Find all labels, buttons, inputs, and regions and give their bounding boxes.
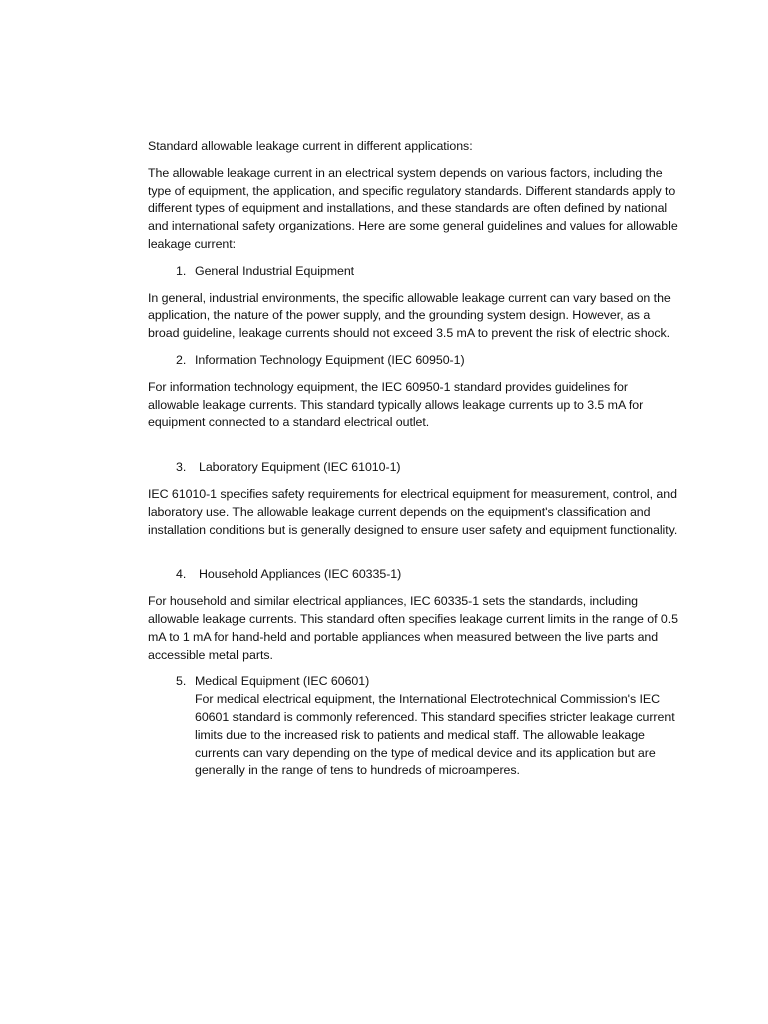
list-item-1	[148, 263, 678, 281]
list-number: 2.	[176, 352, 187, 367]
list-item-4	[148, 566, 678, 584]
blank-line	[148, 548, 678, 566]
list-number: 1.	[176, 263, 187, 278]
list-number: 3.	[176, 460, 187, 475]
section-heading: General Industrial Equipment	[195, 263, 355, 278]
intro-paragraph: The allowable leakage current in an electrical system depends on various factors, including the type of equipment, the application, and specific regulatory standards. Different standards apply to different types of equipment and installations, and these standards are often defined by national and international safety organizations. Here are some general guidelines and values for allowable leakage current:	[148, 165, 678, 251]
section-body: For information technology equipment, the IEC 60950-1 standard provides guidelines for allowable leakage currents. This standard typically allows leakage currents up to 3.5 mA for equipment connected to a standard electrical outlet.	[148, 379, 644, 430]
section-heading: Household Appliances (IEC 60335-1)	[199, 567, 402, 582]
list-number: 5.	[176, 674, 187, 689]
section-body: For medical electrical equipment, the International Electrotechnical Commission's IEC 60601 standard is commonly referenced. This standard specifies stricter leakage current limits due to the increased risk to patients and medical staff. The allowable leakage currents can vary depending on the type of medical device and its application but are generally in the range of tens to hundreds of microamperes.	[195, 692, 675, 778]
section-body: In general, industrial environments, the specific allowable leakage current can vary based on the application, the nature of the power supply, and the grounding system design. However, as a broad guideline, leakage currents should not exceed 3.5 mA to prevent the risk of electric shock.	[148, 290, 671, 341]
list-item-5	[148, 673, 678, 780]
section-heading: Information Technology Equipment (IEC 60950-1)	[195, 352, 465, 367]
list-item-2	[148, 352, 678, 370]
section-heading: Medical Equipment (IEC 60601)	[195, 674, 370, 689]
blank-line	[148, 441, 678, 459]
list-number: 4.	[176, 567, 187, 582]
section-body: For household and similar electrical appliances, IEC 60335-1 sets the standards, including allowable leakage currents. This standard often specifies leakage current limits in the range of 0.5 mA to 1 mA for hand-held and portable appliances when measured between the live parts and accessible metal parts.	[148, 594, 678, 662]
section-body: IEC 61010-1 specifies safety requirements for electrical equipment for measurement, control, and laboratory use. The allowable leakage current depends on the equipment's classification and installation conditions but is generally designed to ensure user safety and equipment functionality.	[148, 486, 678, 537]
document-title: Standard allowable leakage current in different applications:	[148, 139, 473, 153]
section-heading: Laboratory Equipment (IEC 61010-1)	[199, 460, 401, 475]
document-body	[148, 138, 678, 780]
list-item-3	[148, 459, 678, 477]
